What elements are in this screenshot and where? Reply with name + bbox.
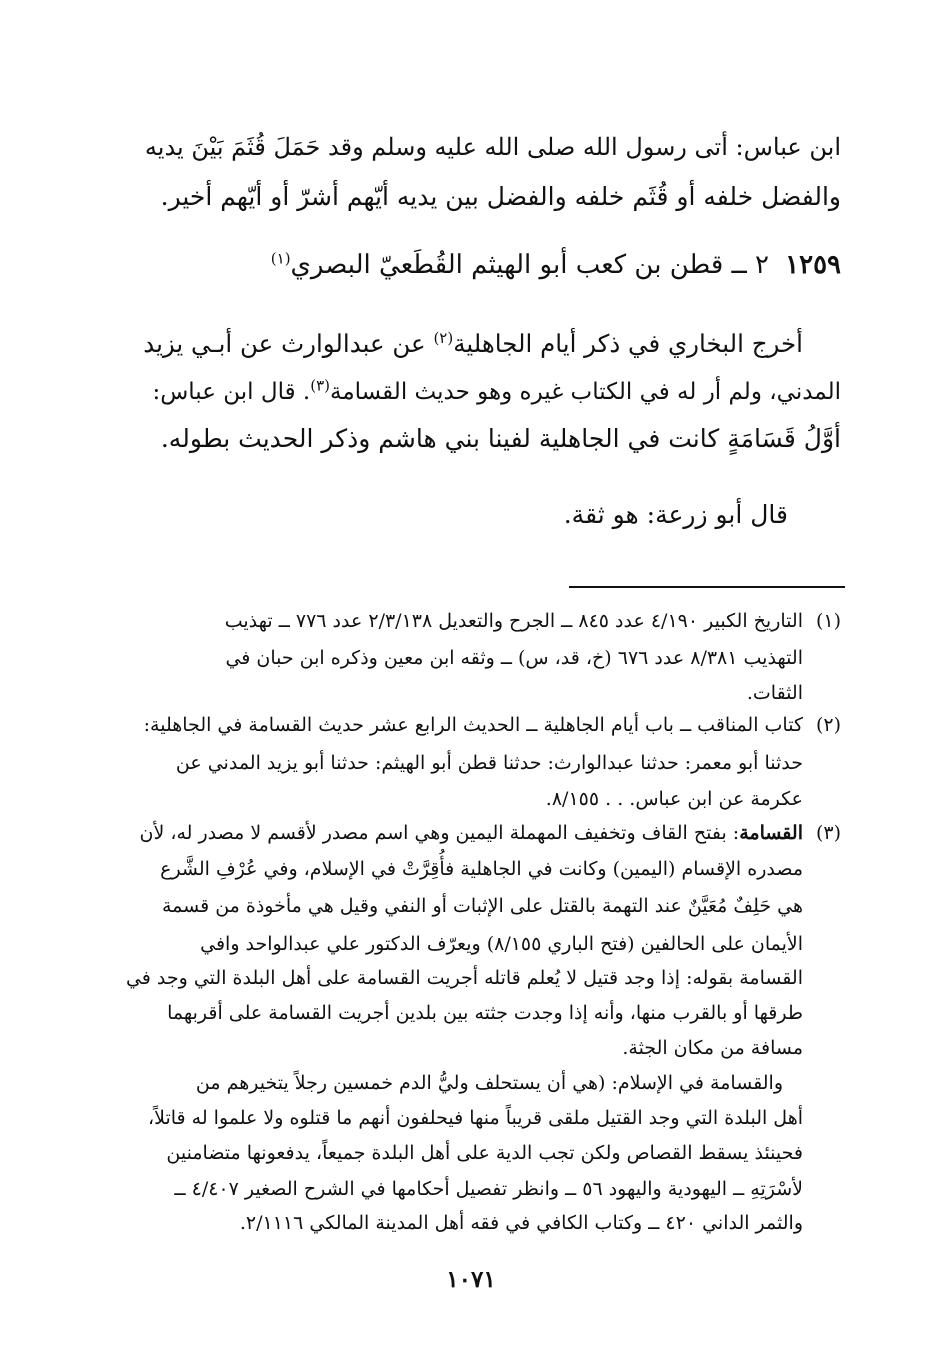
body-line-1 (141, 325, 803, 363)
body-line-1-b: عن عبدالوارث عن أبـي يزيد (143, 329, 434, 358)
footnote-2-line-3: عكرمة عن ابن عباس. . . ٨/١٥٥. (545, 788, 803, 810)
intro-line-2: والفضل خلفه أو قُثَم خلفه والفضل بين يديه أيّهم أشرّ أو أيّهم أخير. (160, 182, 841, 211)
footnote-1-line-3: الثقات. (746, 682, 803, 704)
entry-title (271, 250, 769, 280)
footnote-1-line-1: التاريخ الكبير ٤/١٩٠ عدد ٨٤٥ ــ الجرح والتعديل ٢/٣/١٣٨ عدد ٧٧٦ ــ تهذيب (224, 610, 803, 632)
body-line-2-a: المدني، ولم أر له في الكتاب غيره وهو حديث القسامة (330, 379, 841, 405)
footnote-1-line-2: التهذيب ٨/٣٨١ عدد ٦٧٦ (خ، قد، س) ــ وثقه ابن معين وذكره ابن حبان في (225, 647, 803, 669)
footnote-3-line-4: الأيمان على الحالفين (فتح الباري ٨/١٥٥) ويعرّف الدكتور علي عبدالواحد وافي (200, 933, 803, 955)
body-paragraph-2: قال أبو زرعة: هو ثقة. (563, 500, 788, 529)
footnote-2-mark: (٢) (815, 714, 841, 736)
footnote-3-line-5: القسامة بقوله: إذا وجد قتيل لا يُعلم قاتله أجريت القسامة على أهل البلدة التي وجد في (125, 967, 803, 989)
footnote-3-p2-line-1: والقسامة في الإسلام: (هي أن يستحلف وليُّ الدم خمسين رجلاً يتخيرهم من (195, 1072, 783, 1094)
footnote-ref-3: (٣) (310, 376, 330, 395)
footnote-separator (569, 586, 845, 588)
footnote-1-mark: (١) (815, 610, 841, 632)
footnote-3-line-1-rest: : بفتح القاف وتخفيف المهملة اليمين وهي اسم مصدر لأقسم لا مصدر له، لأن (139, 822, 740, 844)
intro-line-1: ابن عباس: أتى رسول الله صلى الله عليه وسلم وقد حَمَلَ قُثَمَ بَيْنَ يديه (144, 133, 841, 161)
entry-sub-number: ٢ ــ (731, 250, 769, 280)
footnote-3-p2-line-5: والثمر الداني ٤٢٠ ــ وكتاب الكافي في فقه أهل المدينة المالكي ٢/١١١٦. (239, 1212, 803, 1234)
body-line-1-a: أخرج البخاري في ذكر أيام الجاهلية (453, 329, 803, 358)
footnote-3-line-2: مصدره الإقسام (اليمين) وكانت في الجاهلية فأُقِرَّتْ في الإسلام، وفي عُرْفِ الشَّرع (160, 858, 803, 880)
footnote-3-p2-line-3: فحينئذ يسقط القصاص ولكن تجب الدية على أهل البلدة جميعاً، يدفعونها متضامنين (166, 1142, 803, 1164)
footnote-3-line-6: طرقها أو بالقرب منها، وأنه إذا وجدت جثته بين بلدين أجريت القسامة على أقربهما (167, 1002, 803, 1024)
footnote-3-line-3: هي حَلِفٌ مُعَيَّنٌ عند التهمة بالقتل على الإثبات أو النفي وقيل هي مأخوذة من قسمة (161, 895, 803, 917)
footnote-3-line-1 (101, 818, 803, 848)
footnote-3-keyword: القسامة (739, 822, 803, 844)
footnote-3-p2-line-4: لأسْرَتِهِ ــ اليهودية واليهود ٥٦ ــ وانظر تفصيل أحكامها في الشرح الصغير ٤/٤٠٧ ــ (174, 1178, 803, 1200)
footnote-ref-2: (٢) (433, 328, 454, 347)
footnote-ref-1: (١) (270, 249, 291, 268)
footnote-3-p2-line-2: أهل البلدة التي وجد القتيل ملقى قريباً منها فيحلفون أنهم ما قتلوه ولا علموا له قاتلاً، (148, 1107, 803, 1129)
footnote-2-line-1: كتاب المناقب ــ باب أيام الجاهلية ــ الحديث الرابع عشر حديث القسامة في الجاهلية: (143, 714, 803, 736)
body-line-2-b: . قال ابن عباس: (152, 379, 311, 405)
footnote-3-line-7: مسافة من مكان الجثة. (622, 1037, 803, 1059)
entry-heading (141, 250, 841, 290)
footnote-3-mark: (٣) (815, 822, 841, 844)
body-line-3: أوَّلُ قَسَامَةٍ كانت في الجاهلية لفينا بني هاشم وذكر الحديث بطوله. (160, 424, 841, 453)
body-line-2 (141, 373, 841, 411)
page-number: ١٠٧١ (446, 1266, 496, 1293)
entry-number: ١٢٥٩ (785, 250, 841, 280)
footnote-2-line-2: حدثنا أبو معمر: حدثنا عبدالوارث: حدثنا قطن أبو الهيثم: حدثنا أبو يزيد المدني عن (175, 752, 803, 774)
entry-name: قطن بن كعب أبو الهيثم القُطَعيّ البصري (290, 250, 724, 280)
